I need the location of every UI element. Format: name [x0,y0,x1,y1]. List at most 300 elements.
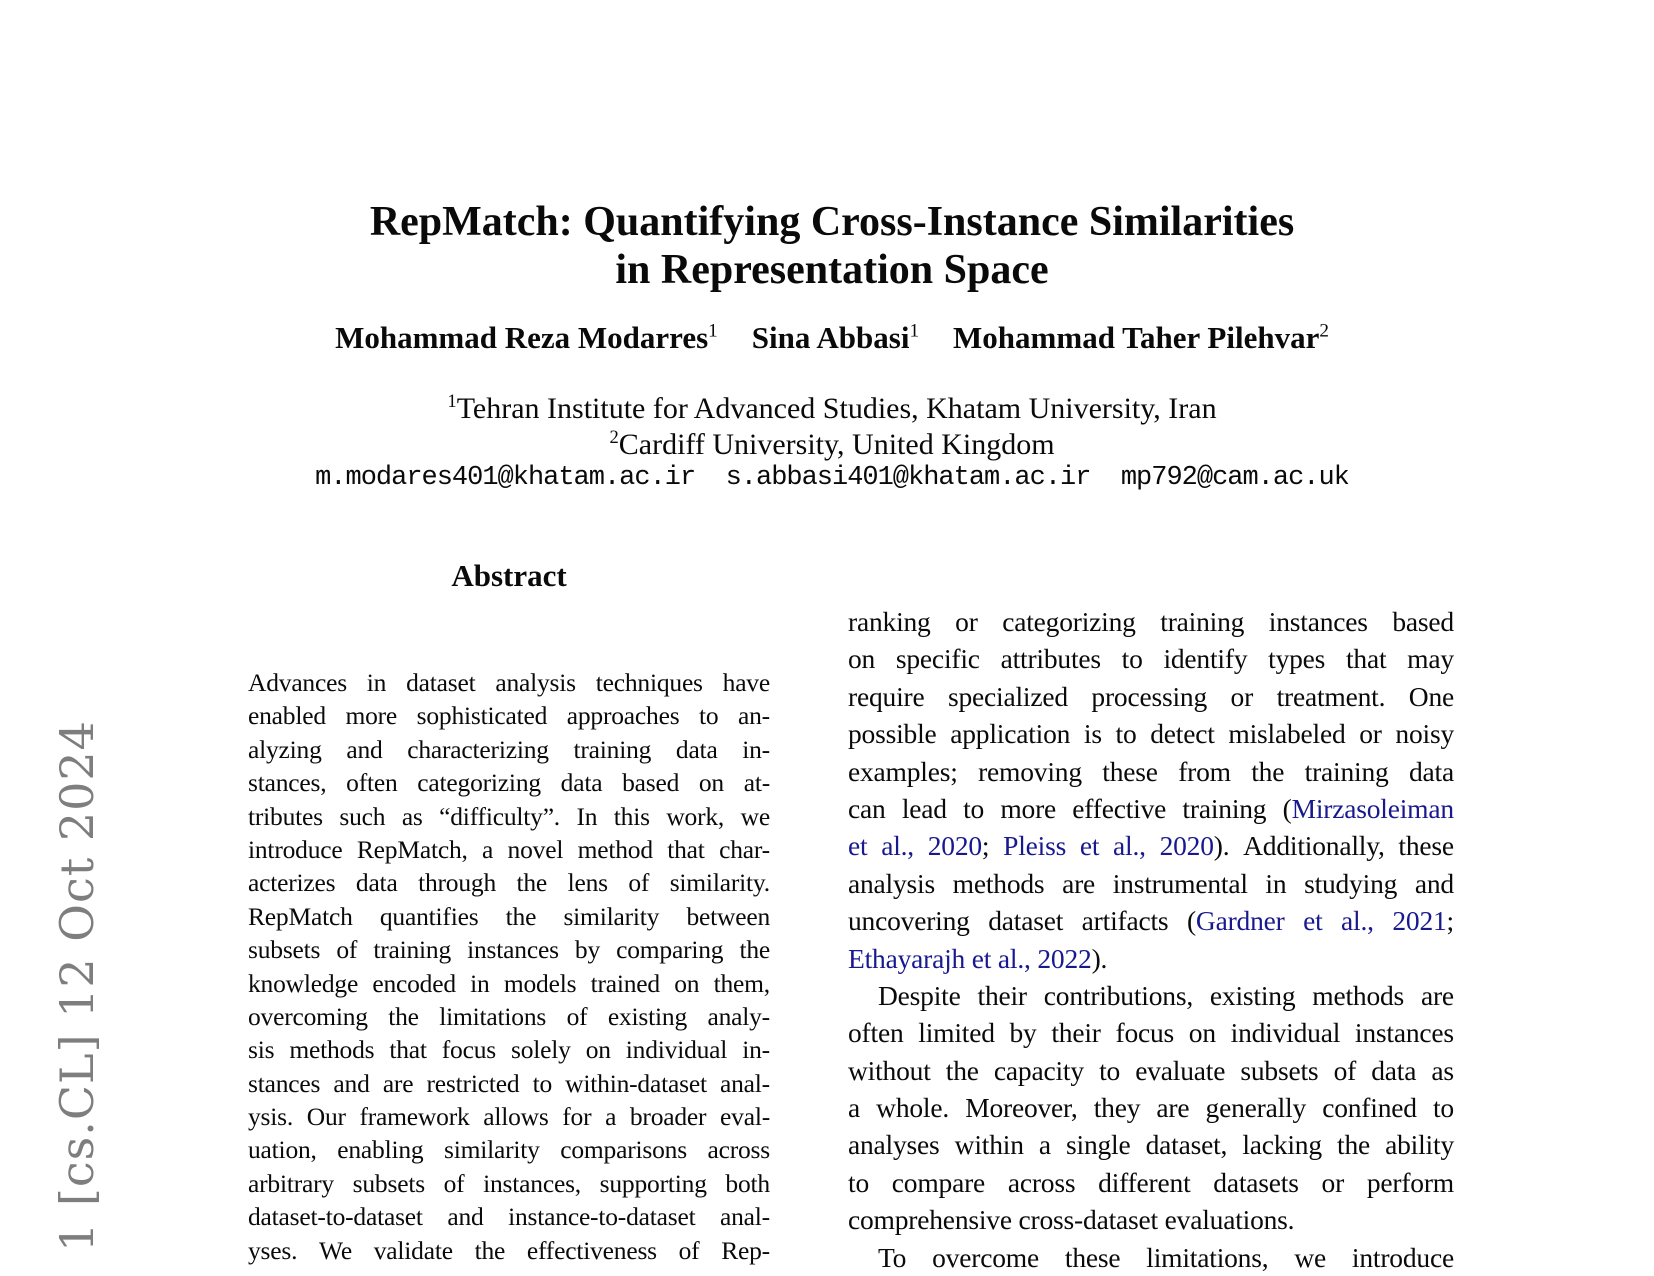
text-line [248,900,770,933]
word [1072,790,1166,827]
text: to [1099,1054,1121,1086]
text: of [628,868,650,898]
text: instances [467,935,559,965]
text: are [1062,867,1096,899]
word [848,753,958,790]
word [848,1164,869,1201]
word [248,1167,334,1200]
text: the [739,935,770,965]
word [248,900,353,933]
text-line [848,827,1454,864]
word [1002,603,1136,640]
word [380,900,479,933]
word [470,967,489,1000]
text: ysis. [248,1102,294,1132]
text: limitations, [1146,1241,1269,1273]
text: ranking [848,606,931,637]
text: anal- [720,1068,770,1098]
word [876,1089,949,1126]
text: a [482,834,494,864]
text: to [699,701,719,731]
word [248,1033,274,1066]
citation-link[interactable]: Gardner [1195,905,1285,937]
word [1346,640,1386,677]
word [353,1167,425,1200]
word [948,678,1068,715]
word [389,1033,426,1066]
citation-link[interactable]: Mirzasoleiman [1291,792,1454,824]
text: ). [1091,942,1108,974]
text: and [447,1202,484,1232]
word [848,1014,904,1051]
text: an- [738,701,770,731]
text-line [248,1200,770,1233]
text: between [686,901,770,931]
word [707,1000,770,1033]
text: stances, [248,768,327,798]
word [439,800,560,833]
word [560,1133,687,1166]
text: the [388,1001,419,1031]
text: in [1265,867,1287,899]
text: we [1294,1241,1326,1273]
text: to [532,1068,552,1098]
word [892,1164,985,1201]
text: To [878,1241,907,1273]
text: examples; [848,755,958,787]
word [1001,640,1101,677]
text: comparing [616,935,724,965]
word [427,1067,520,1100]
word [1371,1052,1416,1089]
text: as [1431,1054,1454,1086]
text: often [346,768,398,798]
word [1294,1239,1326,1276]
word [1304,865,1397,902]
text: introduce [1351,1241,1454,1273]
text: removing [978,755,1082,787]
word [248,733,322,766]
text: their [1051,1017,1101,1049]
text: focus [441,1035,496,1065]
text: single [1066,1129,1131,1161]
text: can [848,792,886,824]
author-name: Sina Abbasi$^1$ [751,320,920,355]
word [511,1033,571,1066]
text-line [848,753,1454,790]
affiliation-marker: 2 [609,427,619,448]
word [1240,1052,1318,1089]
word [567,699,680,732]
word [574,733,652,766]
text: to [963,792,985,824]
citation-link[interactable]: Pleiss [1003,830,1067,862]
text: or [955,606,978,637]
word [978,753,1082,790]
text: char- [719,834,770,864]
word [928,827,990,864]
word [1010,1014,1037,1051]
text-line-clipped [248,1234,770,1267]
text: contributions, [1043,979,1193,1011]
text: we [740,801,770,831]
text: that [667,834,705,864]
text: RepMatch, [356,834,468,864]
text: allows [483,1102,549,1132]
text: overcoming [248,1001,368,1031]
word [563,900,659,933]
text: stances [248,1068,321,1098]
word [248,1100,293,1133]
word [248,1234,297,1267]
word [848,790,886,827]
text: on [674,968,700,998]
text: evaluate [1135,1054,1226,1086]
word [994,1052,1084,1089]
text: effectiveness [526,1235,657,1265]
text-line [848,715,1454,752]
word [475,1234,506,1267]
word [336,933,357,966]
text: this [613,801,650,831]
word [848,865,935,902]
word [575,933,600,966]
word [848,827,867,864]
text: these [1398,830,1454,862]
citation-link[interactable]: al., [881,830,914,862]
text: within [954,1129,1024,1161]
word [1407,640,1454,677]
text-line [848,790,1454,827]
text: training [1182,792,1267,824]
word [1305,753,1389,790]
word [407,733,549,766]
word [1062,865,1095,902]
word [622,766,679,799]
word [345,699,397,732]
word [848,603,931,640]
word [707,1133,770,1166]
word [596,666,703,699]
word [679,1234,700,1267]
word [1160,827,1230,864]
affiliation-line-1: $^1$Tehran Institute for Advanced Studies, Khatam University, Iran [447,391,1217,425]
word [248,699,326,732]
word [1213,1164,1298,1201]
word [1228,715,1345,752]
text: arbitrary [248,1168,334,1198]
text: training [573,734,652,764]
text-line [248,1067,770,1100]
text: artifacts [1081,905,1169,937]
text: of [566,1001,588,1031]
word [1312,977,1404,1014]
word [339,800,385,833]
word [1008,1164,1076,1201]
text-line [248,666,770,699]
word [1409,753,1454,790]
text: data [355,868,398,898]
word [1265,865,1286,902]
text-line [248,1000,770,1033]
text: methods [289,1035,375,1065]
text: of [678,1235,700,1265]
text-line [848,865,1454,902]
word [742,733,770,766]
word [988,902,1063,939]
word [1099,1052,1120,1089]
text: similarity [563,901,660,931]
text: across [1007,1166,1076,1198]
word [667,833,704,866]
text: instances [1268,606,1368,637]
word [417,766,541,799]
text: that [389,1035,427,1065]
word [719,833,770,866]
text: ; [1446,905,1454,937]
emails-line: m.modares401@khatam.ac.ir s.abbasi401@khatam.ac.ir mp792@cam.ac.uk [315,463,1349,493]
word [567,1000,588,1033]
text: in [470,968,490,998]
text: the [516,868,548,898]
text: confined [1322,1092,1417,1124]
word [1334,1052,1357,1089]
text-line [848,902,1454,939]
text: mislabeled [1228,718,1346,750]
word [1178,753,1231,790]
text: instance-to-dataset [508,1202,696,1232]
word [418,866,496,899]
word [848,678,924,715]
word [346,733,382,766]
word [1337,1126,1370,1163]
text: techniques [595,668,703,697]
text: sis [248,1035,275,1065]
introduction-column [848,603,1454,1276]
word [1102,753,1158,790]
text-line [848,977,1454,1014]
word [741,800,770,833]
word [953,865,1045,902]
text: them, [713,968,770,998]
text: Despite [878,979,961,1011]
text: dataset [988,905,1064,937]
word [978,977,1027,1014]
text: overcome [932,1241,1039,1273]
text: sophisticated [416,701,548,731]
text: such [339,801,386,831]
word [1091,678,1207,715]
text: ( [1186,905,1196,937]
word [848,1126,940,1163]
word [1242,1126,1322,1163]
text: or [1321,1166,1345,1198]
text: yses. [248,1235,298,1265]
author-affiliation-marker: 1 [909,320,920,342]
text: subsets [1240,1054,1319,1086]
citation-link[interactable]: 2020 [927,830,982,862]
word [721,1234,770,1267]
text: approaches [566,701,680,731]
word [725,1167,770,1200]
word [1182,790,1266,827]
text: more [1000,792,1057,824]
word [1367,1164,1454,1201]
text: Moreover, [965,1092,1078,1124]
text: comparisons [560,1135,687,1165]
text: a [605,1102,617,1132]
word [359,1100,469,1133]
word [1146,1126,1228,1163]
word [950,715,1070,752]
text: One [1408,680,1454,712]
citation-link[interactable]: al., [1113,830,1146,862]
text: uation, [248,1135,317,1165]
text: instances [1354,1017,1454,1049]
word [720,1067,770,1100]
text-line [848,1014,1454,1051]
text: is [1083,718,1102,750]
text: or [1359,718,1382,750]
text: require [848,680,925,712]
word [1415,865,1454,902]
text: work, [666,801,725,831]
word [1421,977,1454,1014]
text: data [675,734,718,764]
text: and [1414,867,1454,899]
word [848,715,937,752]
word [1065,1239,1121,1276]
text: lacking [1242,1129,1322,1161]
word [1392,603,1454,640]
citation-link[interactable]: 2020 [1159,830,1214,862]
word [444,1167,465,1200]
citation-link[interactable]: et [848,830,868,862]
text: Our [306,1102,346,1132]
text: studying [1304,867,1398,899]
text: method [577,834,653,864]
word [699,699,718,732]
word [955,603,978,640]
text: both [725,1168,770,1198]
citation-link[interactable]: al., [1341,905,1374,937]
word [1341,902,1374,939]
text: attributes [1000,643,1101,675]
text: in- [742,734,770,764]
text: knowledge [248,968,359,998]
text: uncovering [848,905,970,937]
word [248,666,347,699]
text: are [1156,1092,1190,1124]
word [963,790,984,827]
text: of [336,935,358,965]
text-line [848,603,1454,640]
text: existing [607,1001,688,1031]
word [417,699,548,732]
citation-link[interactable]: Ethayarajh et al., 2022 [848,942,1092,974]
text: lens [567,868,608,898]
word [902,790,947,827]
word [918,1014,995,1051]
citation-link[interactable]: et [1079,830,1100,862]
text: capacity [993,1054,1084,1086]
word [1080,827,1099,864]
text-line [248,967,770,1000]
text: instances, [483,1168,581,1198]
text: generally [1205,1092,1307,1124]
text: RepMatch [248,901,353,931]
text: analysis [495,668,576,697]
text: by [574,935,600,965]
text: they [1093,1092,1141,1124]
text: often [848,1017,904,1049]
word [932,1239,1039,1276]
text: the [1251,755,1285,787]
text: supporting [599,1168,707,1198]
text: their [977,979,1027,1011]
word [881,827,914,864]
text: the [474,1235,506,1265]
word [1409,678,1454,715]
word [676,733,718,766]
word [1122,640,1143,677]
text: a [848,1092,861,1124]
text: categorizing [1002,606,1136,637]
citation-link[interactable]: 2021 [1392,905,1447,937]
text: at- [743,768,770,798]
text: to [848,1166,869,1198]
word [1003,827,1066,864]
text-line-clipped [848,1239,1454,1276]
text: dataset-to-dataset [248,1202,423,1232]
word [744,766,770,799]
word [616,933,723,966]
text: compare [891,1166,986,1198]
text: these [1064,1241,1121,1273]
word [699,766,724,799]
text: Additionally, [1243,830,1385,862]
citation-link[interactable]: et [1303,905,1323,937]
word [955,1126,1024,1163]
word [1269,603,1368,640]
word [248,1067,320,1100]
word [517,866,548,899]
word [628,866,649,899]
text: by [1009,1017,1037,1049]
text: that [1345,643,1387,675]
word [1115,1014,1174,1051]
word [1433,1089,1454,1126]
word [1392,902,1454,939]
word [576,800,597,833]
word [1039,1126,1051,1163]
paper-title-line1: RepMatch: Quantifying Cross-Instance Similarities [369,199,1295,245]
text-line [848,1052,1454,1089]
text: subsets [352,1168,425,1198]
text: analy- [707,1001,770,1031]
authors-line [210,320,1454,356]
word [1051,1014,1100,1051]
word [965,1089,1077,1126]
text: on [1188,1017,1216,1049]
word [739,933,770,966]
word [848,1052,931,1089]
word [896,640,980,677]
word [591,967,660,1000]
text: specific [895,643,980,675]
word [878,1239,906,1276]
text: data [560,768,603,798]
